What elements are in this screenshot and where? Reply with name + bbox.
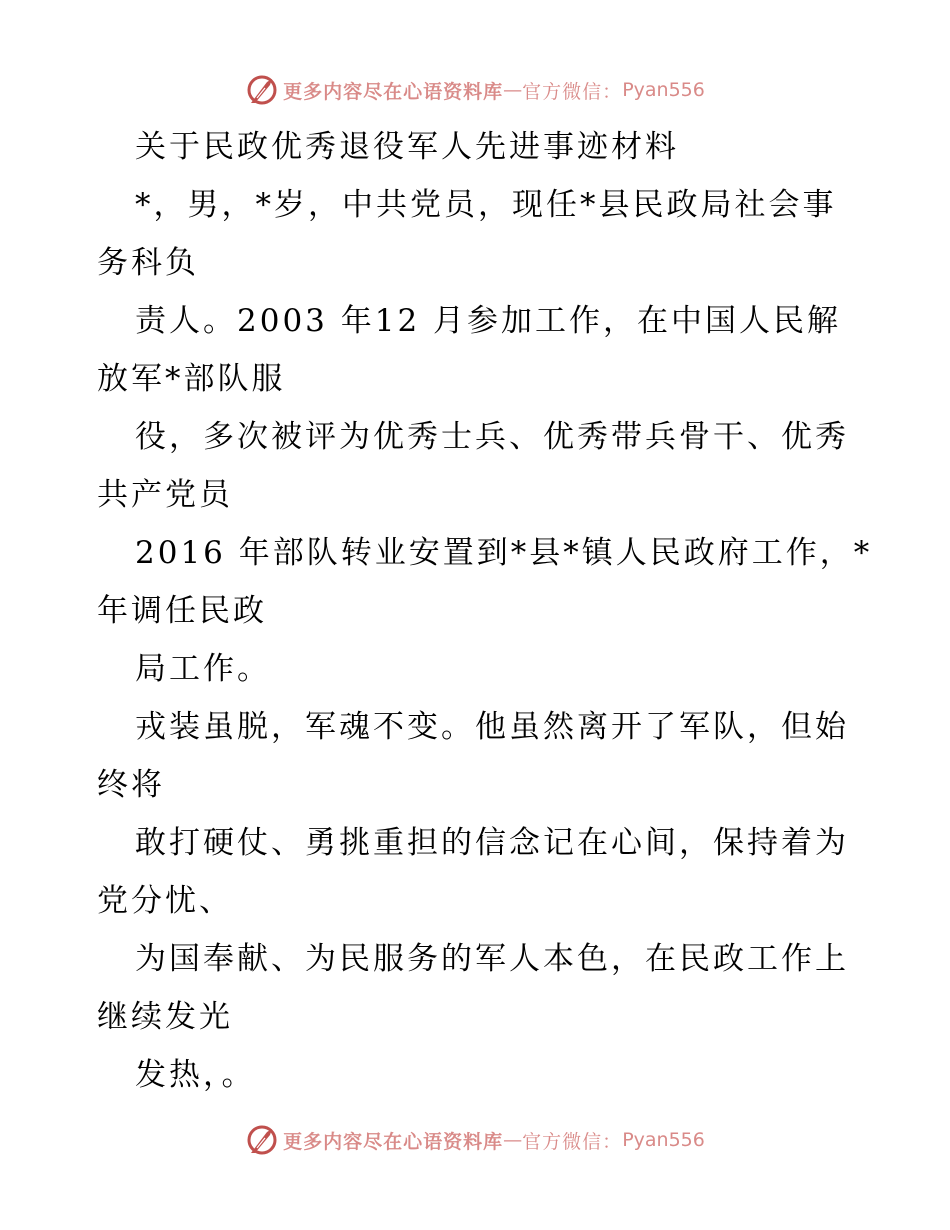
paragraph-line: 务科负 xyxy=(97,245,199,281)
header-brand-text: 更多内容尽在心语资料库 xyxy=(283,80,504,103)
paragraph-line: 共产党员 xyxy=(97,477,233,513)
footer-brand-text: 更多内容尽在心语资料库 xyxy=(283,1130,504,1153)
paragraph-line: 年调任民政 xyxy=(97,593,267,629)
paragraph-line: 为国奉献、为民服务的军人本色，在民政工作上 xyxy=(135,941,849,977)
footer-wechat-id: Pyan556 xyxy=(622,1129,705,1151)
footer-wechat-label: 官方微信： xyxy=(522,1130,623,1153)
paragraph-line: *，男，*岁，中共党员，现任*县民政局社会事 xyxy=(135,187,837,223)
paragraph-line: 责人。2003 年12 月参加工作，在中国人民解 xyxy=(135,303,842,339)
paragraph-line: 2016 年部队转业安置到*县*镇人民政府工作，* xyxy=(135,535,873,571)
footer-separator: — xyxy=(503,1129,523,1151)
footer-banner xyxy=(0,1120,950,1160)
document-body xyxy=(97,118,873,1104)
paragraph-line: 放军*部队服 xyxy=(97,361,286,397)
paragraph-line: 局工作。 xyxy=(135,651,271,687)
header-wechat-id: Pyan556 xyxy=(622,79,705,101)
quill-pen-logo-icon xyxy=(245,73,279,107)
document-title: 关于民政优秀退役军人先进事迹材料 xyxy=(135,129,679,165)
paragraph-line: 党分忧、 xyxy=(97,883,233,919)
header-banner xyxy=(0,70,950,110)
paragraph-line: 继续发光 xyxy=(97,999,233,1035)
paragraph-line: 戎装虽脱，军魂不变。他虽然离开了军队，但始 xyxy=(135,709,849,745)
paragraph-line: 发热，。 xyxy=(135,1057,256,1093)
header-wechat-label: 官方微信： xyxy=(522,80,623,103)
paragraph-line: 敢打硬仗、勇挑重担的信念记在心间，保持着为 xyxy=(135,825,849,861)
header-separator: — xyxy=(503,79,523,101)
paragraph-line: 役，多次被评为优秀士兵、优秀带兵骨干、优秀 xyxy=(135,419,849,455)
paragraph-line: 终将 xyxy=(97,767,165,803)
quill-pen-logo-icon xyxy=(245,1123,279,1157)
